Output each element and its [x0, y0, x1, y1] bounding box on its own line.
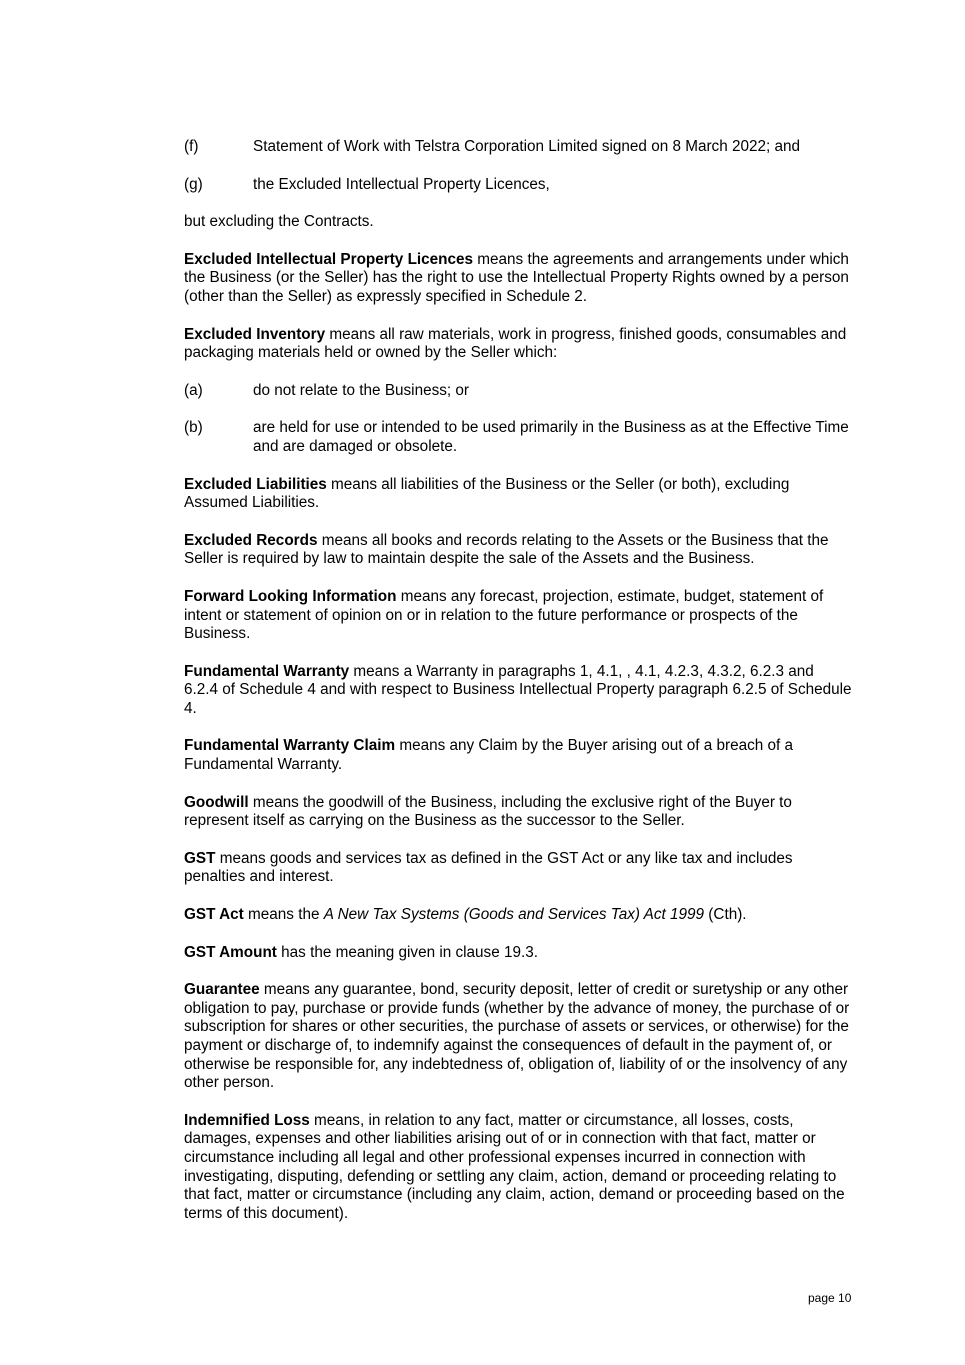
definition-gst-act: GST Act means the A New Tax Systems (Goods and Services Tax) Act 1999 (Cth).	[184, 906, 747, 924]
definition-fundamental-warranty-claim: Fundamental Warranty Claim means any Claim by the Buyer arising out of a breach of a Fundamental Warranty.	[184, 737, 794, 774]
definition-excluded-inventory: Excluded Inventory means all raw materials, work in progress, finished goods, consumables and packaging materials held or owned by the Seller which:	[184, 325, 847, 362]
definition-fundamental-warranty: Fundamental Warranty means a Warranty in paragraphs 1, 4.1, , 4.1, 4.2.3, 4.3.2, 6.2.3 and 6.2.4 of Schedule 4 and with respect to Business Intellectual Property paragraph 6.2.5 of Schedule 4.	[184, 662, 852, 717]
definition-excluded-liabilities: Excluded Liabilities means all liabilities of the Business or the Seller (or both), excluding Assumed Liabilities.	[184, 475, 790, 512]
definition-gst-amount: GST Amount has the meaning given in clause 19.3.	[184, 943, 538, 961]
definition-guarantee: Guarantee means any guarantee, bond, security deposit, letter of credit or suretyship or any other obligation to pay, purchase or provide funds (whether by the advance of money, the purchase of or subscription for shares or other securities, the purchase of assets or services, or otherwise) for the payment or discharge of, to indemnify against the consequences of default in the payment of, or otherwise be responsible for, any indebtedness of, obligation of, liability of or the insolvency of any other person.	[184, 981, 850, 1092]
list-item-b: (b) are held for use or intended to be used primarily in the Business as at the Effective Time and are damaged or obsolete.	[184, 419, 849, 455]
list-item-f: (f) Statement of Work with Telstra Corporation Limited signed on 8 March 2022; and	[184, 138, 801, 155]
page-number: page 10	[808, 1291, 852, 1305]
definition-excluded-ip-licences: Excluded Intellectual Property Licences means the agreements and arrangements under which the Business (or the Seller) has the right to use the Intellectual Property Rights owned by a person (other than the Seller) as expressly specified in Schedule 2.	[184, 250, 849, 305]
list-item-g: (g) the Excluded Intellectual Property Licences,	[184, 175, 550, 193]
definition-goodwill: Goodwill means the goodwill of the Business, including the exclusive right of the Buyer to represent itself as carrying on the Business as the successor to the Seller.	[184, 793, 792, 830]
definition-indemnified-loss: Indemnified Loss means, in relation to any fact, matter or circumstance, all losses, costs, damages, expenses and other liabilities arising out of or in connection with that fact, matter or circumstance including all legal and other professional expenses incurred in connection with investigating, disputing, defending or settling any claim, action, demand or proceeding relating to that fact, matter or circumstance (including any claim, action, demand or proceeding based on the terms of this document).	[184, 1111, 845, 1222]
but-excluding-text: but excluding the Contracts.	[184, 213, 374, 231]
document-body	[184, 138, 852, 1242]
list-item-a: (a) do not relate to the Business; or	[184, 381, 469, 399]
definition-forward-looking-information: Forward Looking Information means any forecast, projection, estimate, budget, statement of intent or statement of opinion on or in relation to the future performance or prospects of the Business.	[184, 587, 824, 643]
definition-gst: GST means goods and services tax as defined in the GST Act or any like tax and includes penalties and interest.	[184, 849, 793, 886]
definition-excluded-records: Excluded Records means all books and records relating to the Assets or the Business that the Seller is required by law to maintain despite the sale of the Assets and the Business.	[184, 531, 829, 568]
